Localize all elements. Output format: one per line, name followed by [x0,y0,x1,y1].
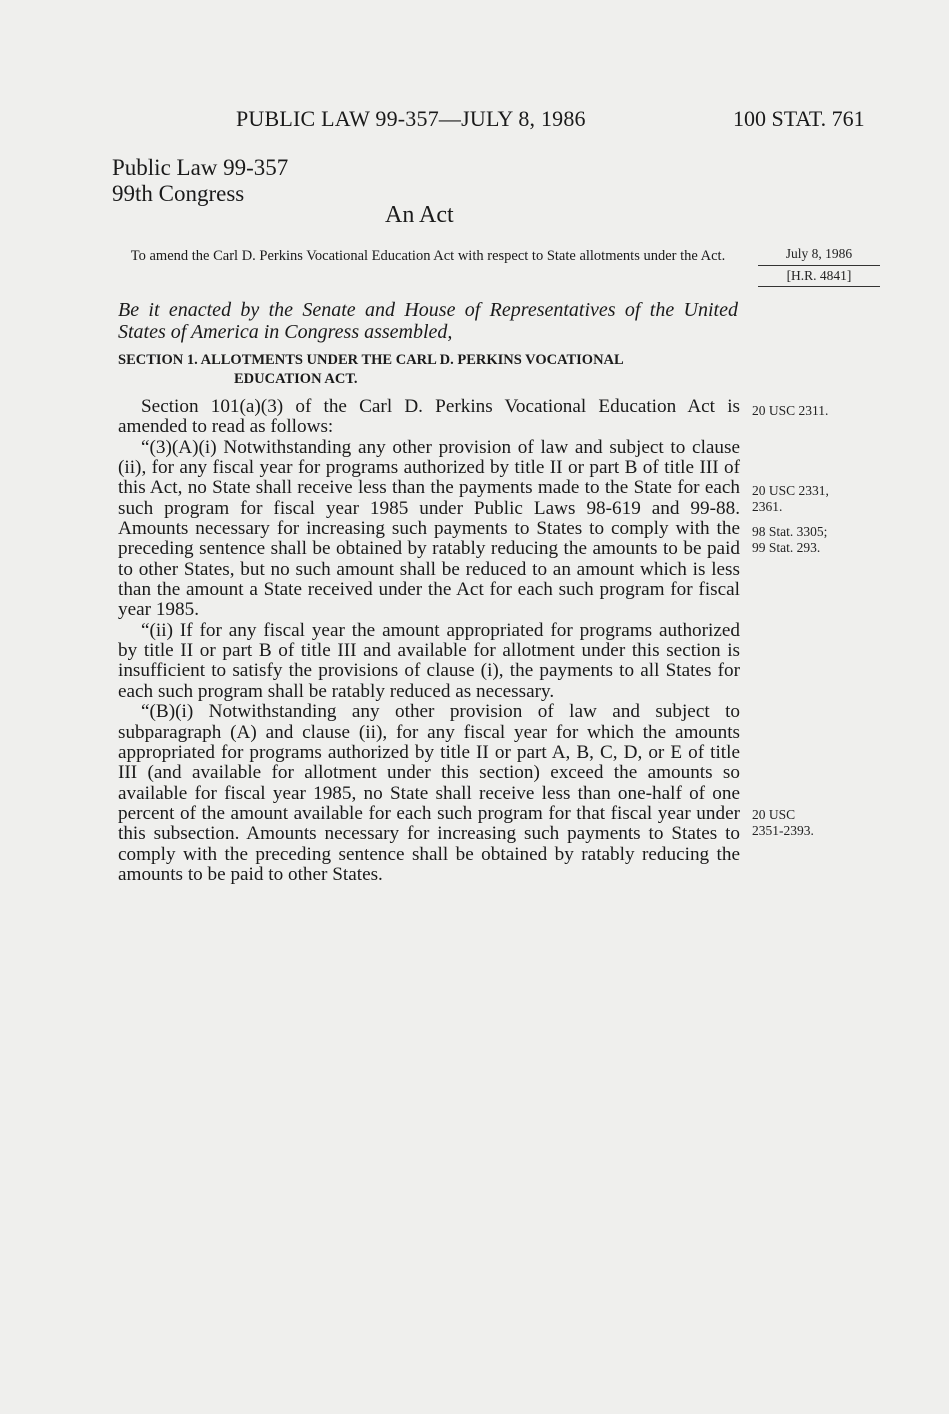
body-paragraph: “(ii) If for any fiscal year the amount appropriated for programs authorized by title II or part B of title III and available for allotment under this section is insufficient to satisfy the provisions of clause (i), the payments to all States for each such program shall be ratably reduced as necessary. [118,619,740,702]
section-heading-line1: SECTION 1. ALLOTMENTS UNDER THE CARL D. PERKINS VOCATIONAL [118,352,624,368]
margin-note-line: 20 USC [752,807,796,822]
margin-date-block [758,246,880,287]
margin-note-usc-2331 [752,483,829,515]
section-heading [118,351,740,389]
margin-note-usc-2311: 20 USC 2311. [752,403,829,418]
section-heading-line2: EDUCATION ACT. [234,371,358,387]
margin-note-line: 98 Stat. 3305; [752,524,828,539]
margin-date: July 8, 1986 [785,246,853,261]
section-body [118,397,740,885]
margin-note-line: 2361. [752,499,783,514]
margin-note-stat [752,524,827,556]
body-paragraph: “(3)(A)(i) Notwithstanding any other provision of law and subject to clause (ii), for any fiscal year for programs authorized by title II or part B of title III of this Act, no State shall receive less than the payments made to the State for each such program for fiscal year 1985 under Public Laws 98-619 and 99-88. Amounts necessary for increasing such payments to States to comply with the preceding sentence shall be obtained by ratably reducing the amounts to be paid to other States, but no such amount shall be reduced to an amount which is less than the amount a State received under the Act for each such program for fiscal year 1985. [118,436,740,621]
margin-note-line: 20 USC 2331, [752,483,829,498]
margin-bill-number: [H.R. 4841] [786,268,852,283]
margin-note-line: 2351-2393. [752,823,814,838]
running-header-stat-page: 100 STAT. 761 [733,106,865,131]
body-paragraph: “(B)(i) Notwithstanding any other provision of law and subject to subparagraph (A) and clause (ii), for any fiscal year for which the amounts appropriated for programs authorized by title II or part A, B, C, D, or E of title III (and available for allotment under this section) exceed the amounts so available for fiscal year 1985, no State shall receive less than one-half of one percent of the amount available for each such program for that fiscal year under this subsection. Amounts necessary for increasing such payments to States to comply with the preceding sentence shall be obtained by ratably reducing the amounts to be paid to other States. [118,701,740,885]
margin-rule [758,286,880,287]
margin-note-usc-2351 [752,807,814,839]
margin-note-line: 99 Stat. 293. [752,540,821,555]
body-paragraph: Section 101(a)(3) of the Carl D. Perkins Vocational Education Act is amended to read as follows: [118,396,740,438]
congress-number: 99th Congress [112,181,245,206]
an-act-heading: An Act [385,202,454,228]
running-header-title: PUBLIC LAW 99-357—JULY 8, 1986 [236,106,586,131]
enacting-clause: Be it enacted by the Senate and House of Representatives of the United States of America in Congress assembled, [118,299,738,343]
margin-rule [758,265,880,266]
public-law-number: Public Law 99-357 [112,155,289,180]
act-purpose: To amend the Carl D. Perkins Vocational Education Act with respect to State allotments under the Act. [130,248,726,264]
